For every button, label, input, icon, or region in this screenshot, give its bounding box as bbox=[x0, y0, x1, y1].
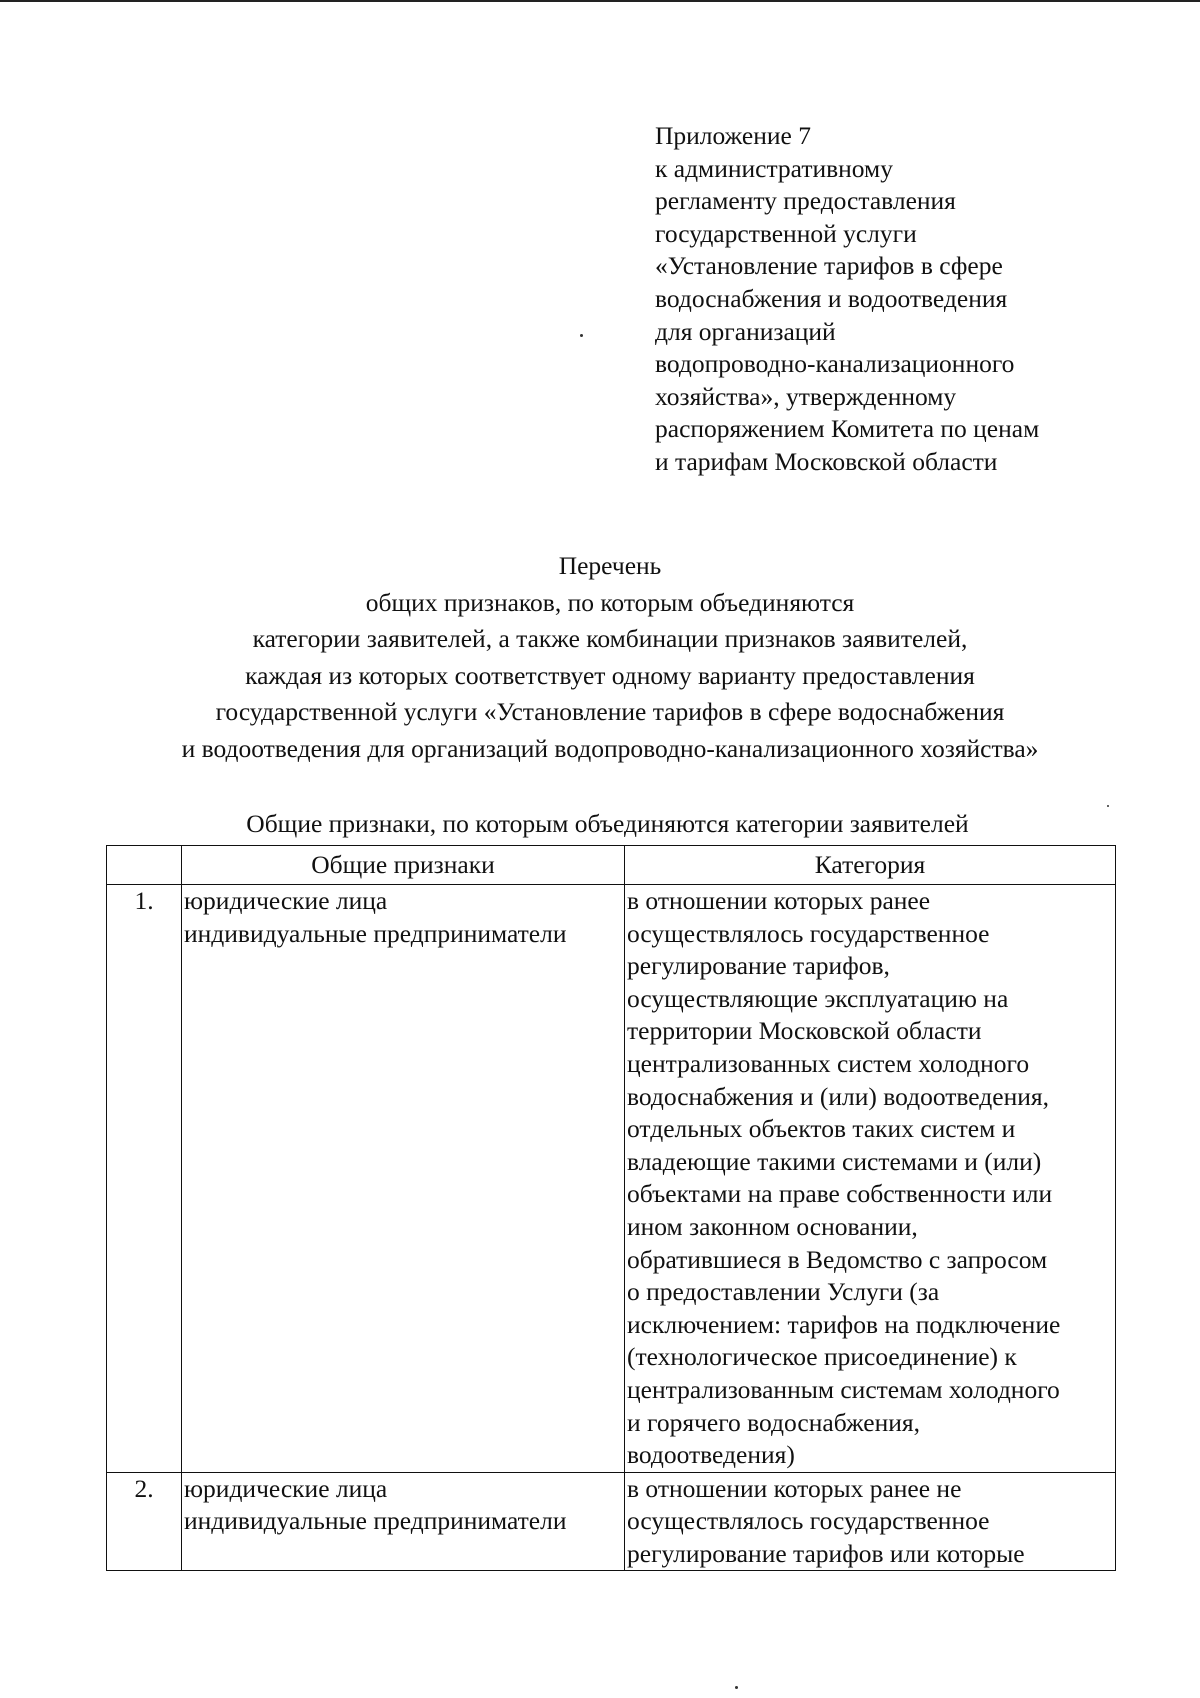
annex-line: водопроводно-канализационного bbox=[655, 349, 1015, 379]
title-line: каждая из которых соответствует одному варианту предоставления bbox=[245, 660, 975, 690]
top-border-line bbox=[0, 0, 1200, 2]
category-cell bbox=[625, 885, 1116, 1473]
annex-line: Приложение 7 bbox=[655, 121, 811, 150]
table-caption: Общие признаки, по которым объединяются категории заявителей bbox=[246, 809, 969, 838]
category-line: отдельных объектов таких систем и bbox=[627, 1114, 1016, 1144]
annex-line: государственной услуги bbox=[655, 218, 917, 248]
category-line: о предоставлении Услуги (за bbox=[627, 1277, 940, 1307]
criteria-line: юридические лица bbox=[184, 1473, 388, 1503]
criteria-line: индивидуальные предприниматели bbox=[184, 918, 567, 948]
criteria-cell bbox=[182, 1472, 625, 1571]
annex-line: водоснабжения и водоотведения bbox=[655, 283, 1008, 313]
annex-header bbox=[655, 120, 1175, 479]
category-line: осуществляющие эксплуатацию на bbox=[627, 983, 1009, 1013]
category-line: осуществлялось государственное bbox=[627, 918, 990, 948]
header-cell-criteria: Общие признаки bbox=[182, 846, 625, 885]
row-number: 2. bbox=[107, 1472, 182, 1571]
category-line: водоснабжения и (или) водоотведения, bbox=[627, 1081, 1049, 1111]
header-cell-num bbox=[107, 846, 182, 885]
category-line: централизованным системам холодного bbox=[627, 1374, 1060, 1404]
category-line: территории Московской области bbox=[627, 1016, 982, 1046]
category-line: ином законном основании, bbox=[627, 1211, 918, 1241]
annex-line: «Установление тарифов в сфере bbox=[655, 251, 1003, 281]
title-heading: Перечень bbox=[558, 551, 662, 580]
category-line: регулирование тарифов или которые bbox=[627, 1538, 1025, 1568]
annex-line: к административному bbox=[655, 153, 893, 183]
category-line: в отношении которых ранее не bbox=[627, 1473, 962, 1503]
category-line: (технологическое присоединение) к bbox=[627, 1342, 1017, 1372]
criteria-table bbox=[106, 845, 1116, 1571]
category-line: водоотведения) bbox=[627, 1440, 795, 1470]
category-line: централизованных систем холодного bbox=[627, 1048, 1030, 1078]
annex-line: распоряжением Комитета по ценам bbox=[655, 414, 1040, 444]
criteria-cell bbox=[182, 885, 625, 1473]
scan-speck bbox=[1107, 805, 1109, 807]
scan-speck bbox=[580, 334, 583, 337]
annex-line: для организаций bbox=[655, 316, 836, 346]
criteria-line: юридические лица bbox=[184, 886, 388, 915]
scan-speck bbox=[735, 1686, 738, 1689]
category-line: владеющие такими системами и (или) bbox=[627, 1146, 1042, 1176]
category-line: в отношении которых ранее bbox=[627, 886, 931, 915]
title-line: и водоотведения для организаций водопроводно-канализационного хозяйства» bbox=[181, 733, 1039, 763]
category-line: осуществлялось государственное bbox=[627, 1506, 990, 1536]
document-title bbox=[80, 548, 1140, 767]
row-number: 1. bbox=[107, 885, 182, 1473]
table-row bbox=[107, 1472, 1116, 1571]
category-line: регулирование тарифов, bbox=[627, 951, 890, 981]
category-line: и горячего водоснабжения, bbox=[627, 1407, 921, 1437]
table-row bbox=[107, 885, 1116, 1473]
category-cell bbox=[625, 1472, 1116, 1571]
table-header-row bbox=[107, 846, 1116, 885]
annex-line: регламенту предоставления bbox=[655, 186, 956, 216]
title-line: государственной услуги «Установление тарифов в сфере водоснабжения bbox=[215, 697, 1005, 726]
criteria-line: индивидуальные предприниматели bbox=[184, 1506, 567, 1536]
category-line: исключением: тарифов на подключение bbox=[627, 1309, 1061, 1339]
title-line: категории заявителей, а также комбинации признаков заявителей, bbox=[252, 624, 968, 653]
annex-line: хозяйства», утвержденному bbox=[655, 381, 957, 411]
title-line: общих признаков, по которым объединяются bbox=[365, 587, 855, 617]
category-line: обратившиеся в Ведомство с запросом bbox=[627, 1244, 1048, 1274]
header-cell-category: Категория bbox=[625, 846, 1116, 885]
annex-line: и тарифам Московской области bbox=[655, 446, 998, 476]
category-line: объектами на праве собственности или bbox=[627, 1179, 1053, 1209]
